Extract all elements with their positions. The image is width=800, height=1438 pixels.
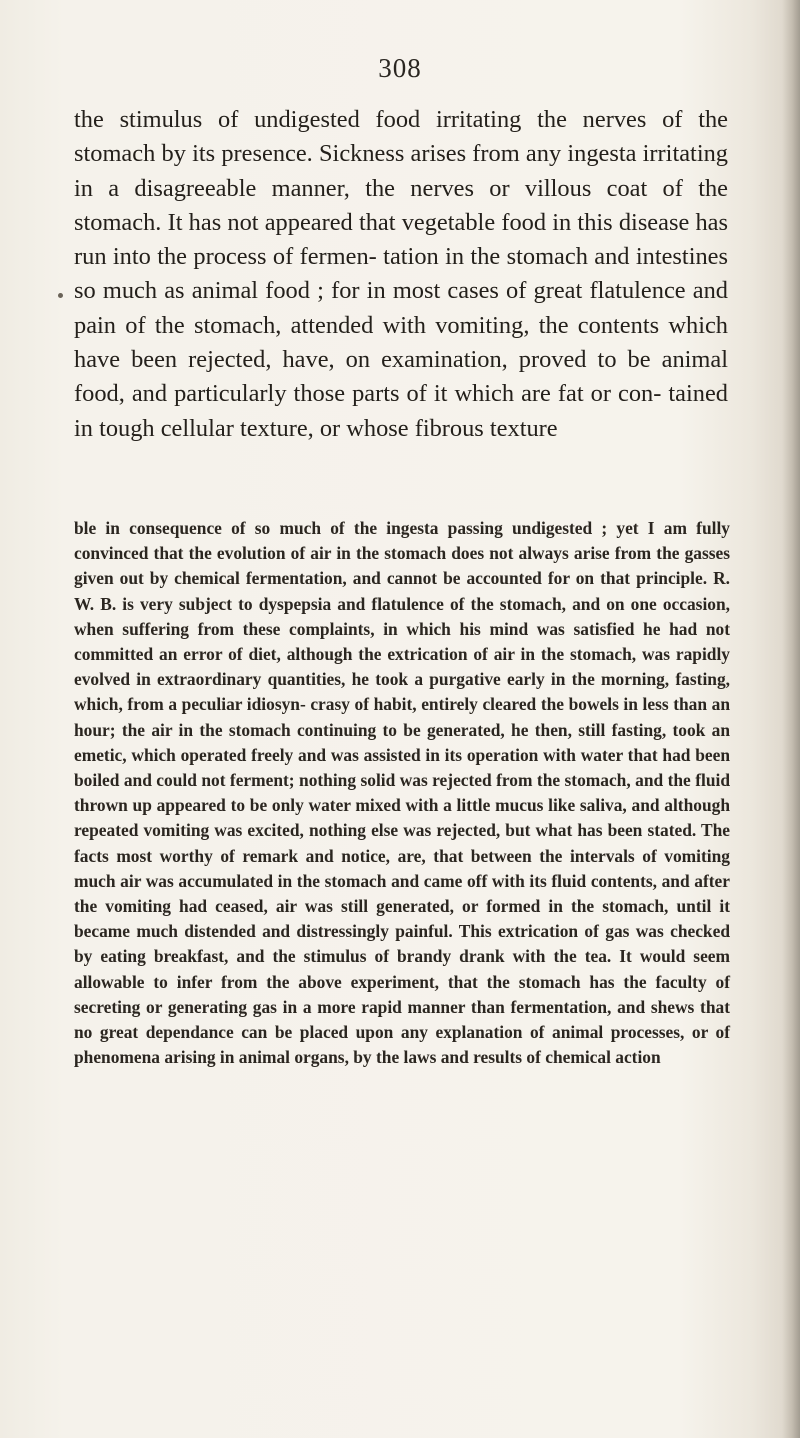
page-gutter-shadow bbox=[782, 0, 800, 1438]
footnote-paragraph: ble in consequence of so much of the ingesta passing undigested ; yet I am fully convinced that the evolution of air in the stomach does not always arise from the gasses given out by chemical fermentation, and cannot be accounted for on that principle. R. W. B. is very subject to dyspepsia and flatulence of the stomach, and on one occasion, when suffering from these complaints, in which his mind was satisfied he had not committed an error of diet, although the extrication of air in the stomach, was rapidly evolved in extraordinary quantities, he took a purgative early in the morning, fasting, which, from a peculiar idiosyn- crasy of habit, entirely cleared the bowels in less than an hour; the air in the stomach continuing to be generated, he then, still fasting, took an emetic, which operated freely and was assisted in its operation with water that had been boiled and could not ferment; nothing solid was rejected from the stomach, and the fluid thrown up appeared to be only water mixed with a little mucus like saliva, and although repeated vomiting was excited, nothing else was rejected, but what has been stated. The facts most worthy of remark and notice, are, that between the intervals of vomiting much air was accumulated in the stomach and came off with its fluid contents, and after the vomiting had ceased, air was still generated, or formed in the stomach, until it became much distended and distressingly painful. This extrication of gas was checked by eating breakfast, and the stimulus of brandy drank with the tea. It would seem allowable to infer from the above experiment, that the stomach has the faculty of secreting or generating gas in a more rapid manner than fermentation, and shews that no great dependance can be placed upon any explanation of animal processes, or of phenomena arising in animal organs, by the laws and results of chemical action bbox=[74, 518, 730, 1068]
main-paragraph: the stimulus of undigested food irritating the nerves of the stomach by its presence. Sickness arises from any ingesta irritating in a disagreeable manner, the nerves or villous coat of the stomach. It has not appeared that vegetable food in this disease has run into the process of fermen- tation in the stomach and intestines so much as animal food ; for in most cases of great flatulence and pain of the stomach, attended with vomiting, the contents which have been rejected, have, on examination, proved to be animal food, and particularly those parts of it which are fat or con- tained in tough cellular texture, or whose fibrous texture bbox=[74, 106, 728, 442]
page-number: 308 bbox=[378, 53, 422, 83]
ink-speck bbox=[58, 293, 63, 298]
main-text-block bbox=[74, 103, 728, 446]
footnote-block bbox=[74, 516, 730, 1070]
